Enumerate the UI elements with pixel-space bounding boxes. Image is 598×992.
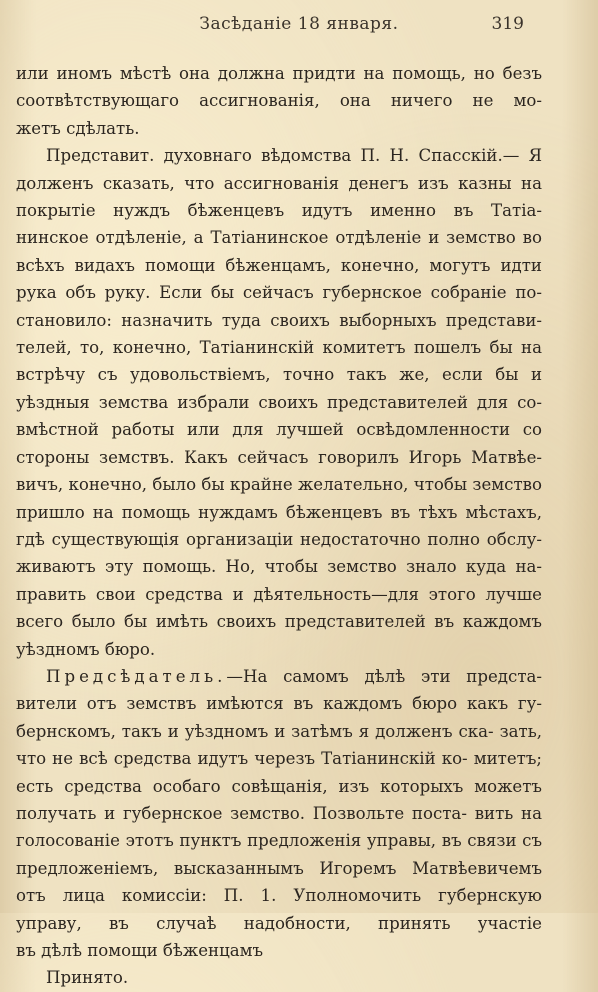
text-line: живаютъ эту помощь. Но, чтобы земство знало куда на- [16,557,542,577]
resolution-text: Принято. [46,968,129,988]
text-line: рука объ руку. Если бы сейчасъ губернское собраніе по- [16,283,542,303]
text-line: уѣздныя земства избрали своихъ представителей для со- [16,392,542,412]
paragraph-speech-spassky [16,142,542,635]
text-line: всего было бы имѣть своихъ представителей въ каждомъ [16,612,542,632]
text-line: Я долженъ сказать, что ассигнованія денегъ изъ казны [16,146,543,193]
text-line: —На самомъ дѣлѣ эти предста- [226,666,542,686]
text-line: всѣхъ видахъ помощи бѣженцамъ, конечно, могутъ идти [16,255,542,275]
text-line: жетъ сдѣлать. [16,118,140,138]
text-line: Матвѣевичемъ отъ лица комиссіи: П. 1. Уполномочить [16,858,543,906]
text-line: безъ соотвѣтствующаго ассигнованія, она ничего не мо- [16,64,542,111]
text-line: митетъ; есть средства особаго совѣщанія, изъ которыхъ [16,749,542,796]
text-line: вичъ, конечно, было бы крайне желательно, чтобы земство [16,475,542,495]
text-line: зать, что не всѣ средства идутъ черезъ Татіанинскій ко- [16,721,543,769]
text-line: на покрытіе нуждъ бѣженцевъ идутъ именно въ Татіа- [16,173,542,221]
running-head-title: Засѣданіе 18 января. [199,14,399,34]
paragraph-speech-chairman [16,663,542,937]
paragraph-speech-spassky-end [16,636,542,663]
text-line: стороны земствъ. Какъ сейчасъ говорилъ Игорь Матвѣе- [16,447,542,467]
text-line: бернскомъ, такъ и уѣздномъ и затѣмъ я долженъ ска- [16,721,494,741]
paragraph-speech-chairman-end [16,937,542,964]
text-line: уѣздномъ бюро. [16,639,156,659]
text-line: вить на голосованіе этотъ пунктъ предложенія управы, [16,803,542,851]
text-line: править свои средства и дѣятельность—для этого лучше [16,584,542,604]
text-line: гдѣ существующія организаціи недостаточно полно обслу- [16,529,542,549]
text-line: пришло на помощь нуждамъ бѣженцевъ въ тѣхъ мѣстахъ, [16,502,542,522]
text-line: — [502,146,529,166]
text-line: нинское отдѣленіе, а Татіанинское отдѣленіе и земство во [16,228,542,248]
paragraph-continued-end [16,115,542,142]
text-line: становило: назначить туда своихъ выборныхъ представи- [16,310,542,330]
speaker-name: Предсѣдатель. [46,666,227,686]
running-head [0,14,598,40]
text-line: въ связи съ предложеніемъ, высказаннымъ Игоремъ [16,831,543,878]
body-text [16,60,542,992]
text-line: въ дѣлѣ помощи бѣженцамъ [16,941,264,960]
paragraph-continued [16,60,542,115]
page-number: 319 [491,14,524,34]
text-line: можетъ получать и губернское земство. Позвольте поста- [16,776,542,823]
text-line: или иномъ мѣстѣ она должна придти на помощь, но [16,64,495,83]
text-line: губернскую управу, въ случаѣ надобности, принять участіе [16,886,542,933]
text-line: вители отъ земствъ имѣются въ каждомъ бюро какъ гу- [16,694,542,714]
text-line: вмѣстной работы или для лучшей освѣдомленности со [16,420,542,440]
speaker-name: Представит. духовнаго вѣдомства П. Н. Спасскій. [46,146,503,166]
resolution-line [16,964,542,991]
text-line: телей, то, конечно, Татіанинскій комитетъ пошелъ бы на [16,338,542,358]
text-line: встрѣчу съ удовольствіемъ, точно такъ же, если бы и [16,365,542,385]
